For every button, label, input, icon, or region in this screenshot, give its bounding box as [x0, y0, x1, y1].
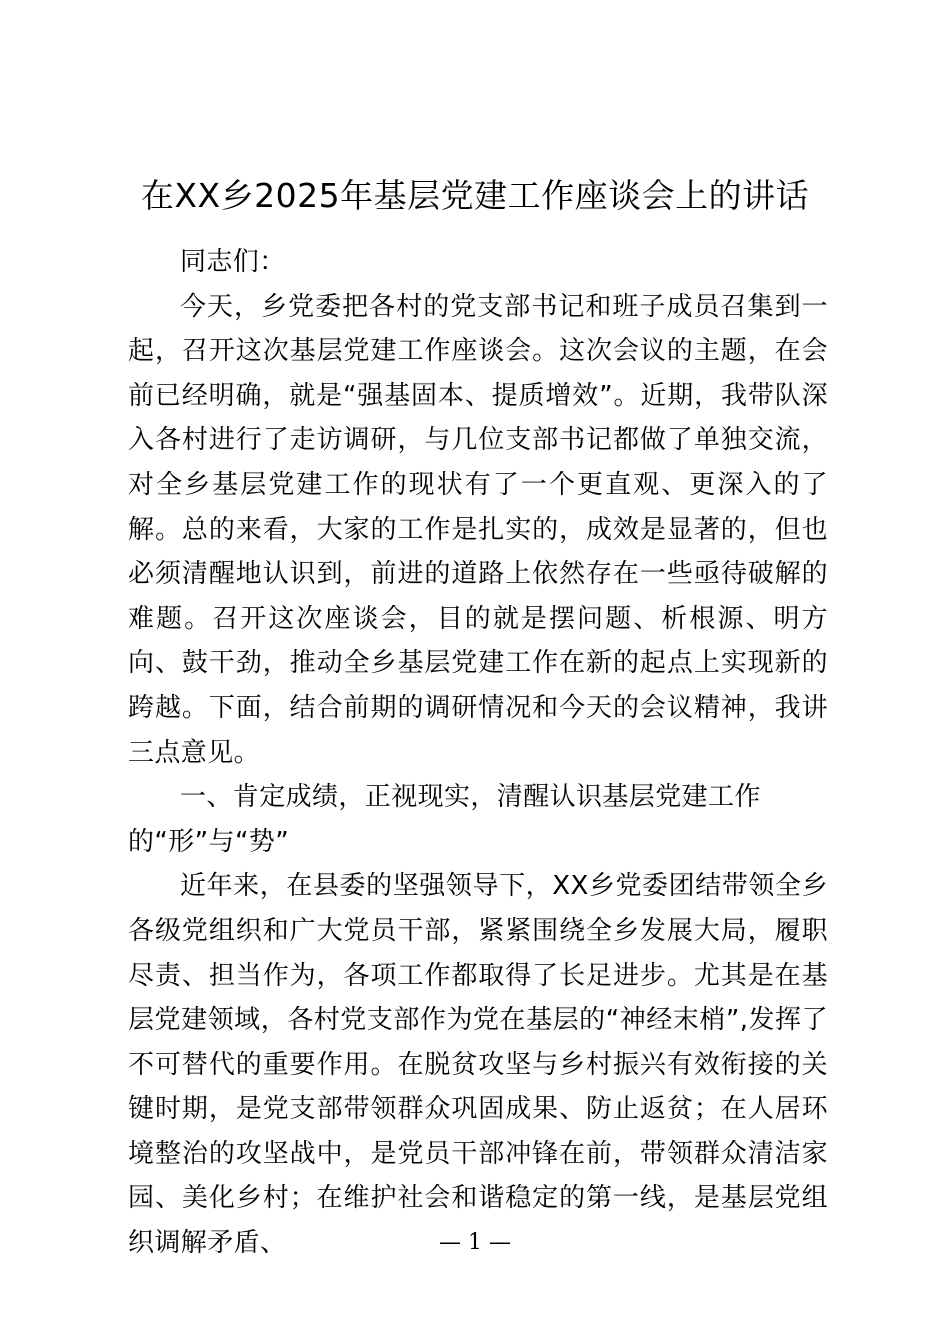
document-title: 在XX乡2025年基层党建工作座谈会上的讲话: [140, 176, 810, 215]
section-heading-1-line2: 的“形”与“势”: [128, 826, 290, 857]
salutation: 同志们：: [180, 247, 286, 277]
section-heading-1: [128, 775, 828, 864]
paragraph-intro: 今天，乡党委把各村的党支部书记和班子成员召集到一起，召开这次基层党建工作座谈会。这次会议的主题，在会前已经明确，就是“强基固本、提质增效”。近期，我带队深入各村进行了走访调研，与几位支部书记都做了单独交流，对全乡基层党建工作的现状有了一个更直观、更深入的了解。总的来看，大家的工作是扎实的，成效是显著的，但也必须清醒地认识到，前进的道路上依然存在一些亟待破解的难题。召开这次座谈会，目的就是摆问题、析根源、明方向、鼓干劲，推动全乡基层党建工作在新的起点上实现新的跨越。下面，结合前期的调研情况和今天的会议精神，我讲三点意见。: [128, 291, 828, 768]
paragraph-achievements: 近年来，在县委的坚强领导下，XX乡党委团结带领全乡各级党组织和广大党员干部，紧紧围绕全乡发展大局，履职尽责、担当作为，各项工作都取得了长足进步。尤其是在基层党建领域，各村党支部作为党在基层的“神经末梢”,发挥了不可替代的重要作用。在脱贫攻坚与乡村振兴有效衔接的关键时期，是党支部带领群众巩固成果、防止返贫；在人居环境整治的攻坚战中，是党员干部冲锋在前，带领群众清洁家园、美化乡村；在维护社会和谐稳定的第一线，是基层党组织调解矛盾、: [128, 871, 828, 1259]
page-number: — 1 —: [439, 1230, 511, 1255]
document-body: [128, 240, 828, 1266]
section-heading-1-line1: 一、肯定成绩，正视现实，清醒认识基层党建工作: [180, 782, 761, 813]
